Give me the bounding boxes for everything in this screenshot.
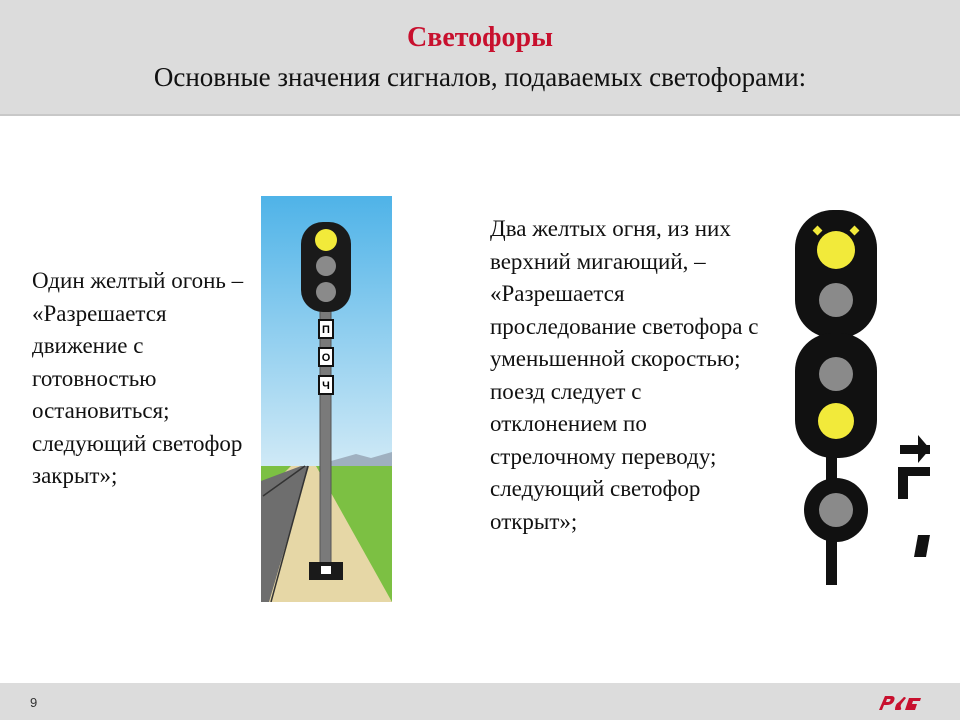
header-band [0,0,960,116]
signal-lamp-bottom [316,282,336,302]
indicator-label-1: П [322,324,330,336]
page-subtitle: Основные значения сигналов, подаваемых светофорами: [153,62,807,92]
indicator-label-3: Ч [322,380,330,392]
steady-yellow-lamp [818,403,854,439]
indicator-label-2: О [321,352,331,364]
left-signal-description: Один желтый огонь – «Разрешается движение с готовностью остановиться; следующий светофор закрыт»; [32,268,244,488]
page-title: Светофоры [407,22,553,53]
right-signal-description: Два желтых огня, из них верхний мигающий, – «Разрешается проследование светофора с уменьшенной скоростью; поезд следует с отклонением по стрелочному переводу; следующий светофор открыт»; [490,216,759,534]
signal-lamp-top [315,229,337,251]
signal-lamp-middle [316,256,336,276]
flashing-yellow-lamp [817,231,855,269]
footer-band [0,683,960,720]
direction-indicator-icon [898,435,930,557]
double-yellow-signal-image [790,205,930,590]
page-number: 9 [30,695,38,710]
single-yellow-signal-image [261,196,392,602]
rzd-logo-icon [875,690,925,714]
